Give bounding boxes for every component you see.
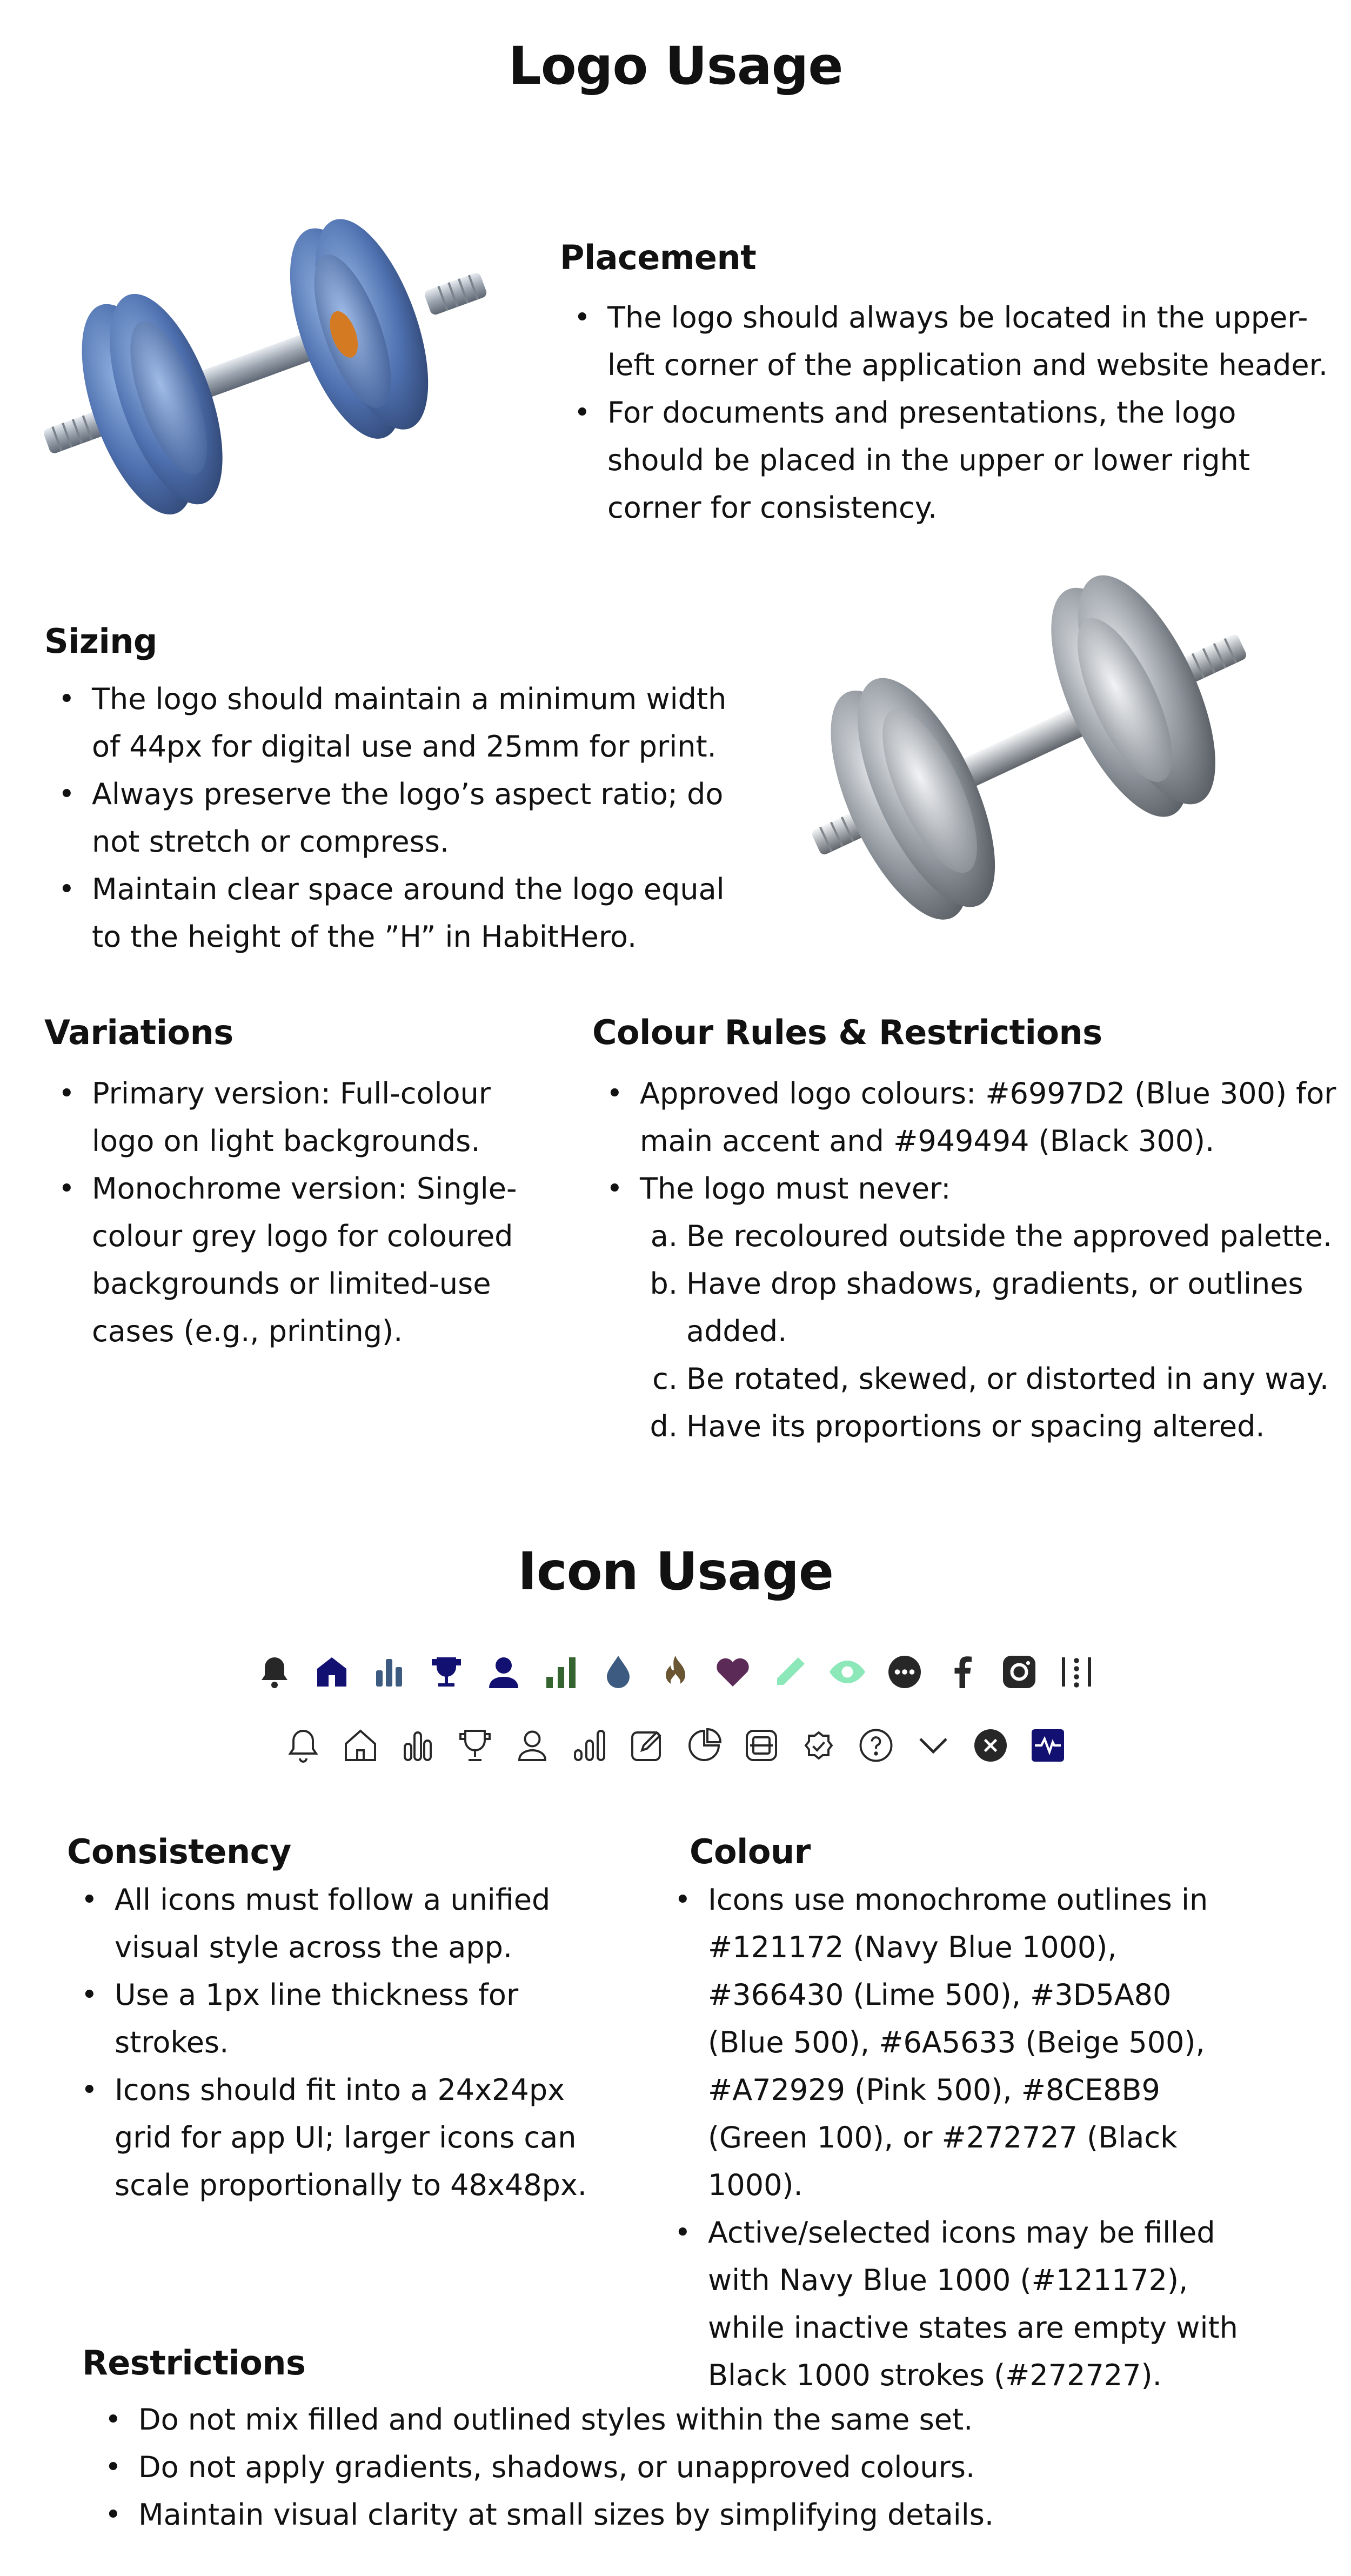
list-item: • Maintain visual clarity at small sizes by simplifying details. (91, 2491, 1226, 2539)
list-item: • Icons use monochrome outlines in #121172 (Navy Blue 1000), #366430 (Lime 500), #3D5A80 (Blue 500), #6A5633 (Beige 500), #A72929 (Pink 500), #8CE8B9 (Green 100), or #272727 (Black 1000). (660, 1876, 1255, 2209)
trophy-outline-icon (456, 1726, 494, 1765)
activity-icon (1028, 1726, 1067, 1765)
variations-list (44, 1070, 547, 1355)
list-item: • Do not apply gradients, shadows, or unapproved colours. (91, 2444, 1226, 2491)
heart-icon (713, 1652, 752, 1691)
home-icon (312, 1652, 351, 1691)
bell-outline-icon (284, 1726, 323, 1765)
list-item: d. Have its proportions or spacing altered. (650, 1409, 1265, 1443)
trophy-icon (427, 1652, 466, 1691)
signal-bars-icon (541, 1652, 580, 1691)
list-item: • Do not mix filled and outlined styles within the same set. (91, 2396, 1226, 2444)
bell-icon (255, 1652, 294, 1691)
scan-outline-icon (742, 1726, 781, 1765)
column-dots-icon (1057, 1652, 1096, 1691)
bar-chart-outline-icon (398, 1726, 437, 1765)
colour-rules-heading: Colour Rules & Restrictions (592, 1013, 1102, 1052)
pie-chart-outline-icon (685, 1726, 724, 1765)
list-item: • Approved logo colours: #6997D2 (Blue 300) for main accent and #949494 (Black 300). (592, 1070, 1338, 1165)
close-circle-icon (971, 1726, 1010, 1765)
list-item: • The logo should always be located in the upper-left corner of the application and website header. (560, 294, 1333, 389)
list-item: • Active/selected icons may be filled with Navy Blue 1000 (#121172), while inactive states are empty with Black 1000 strokes (#272727). (660, 2209, 1255, 2399)
list-item: • Monochrome version: Single-colour grey logo for coloured backgrounds or limited-use cases (e.g., printing). (44, 1165, 547, 1355)
sizing-list (44, 675, 758, 961)
help-circle-outline-icon (857, 1726, 895, 1765)
user-outline-icon (513, 1726, 552, 1765)
colour-heading: Colour (690, 1832, 811, 1871)
variations-heading: Variations (44, 1013, 233, 1052)
drop-icon (599, 1652, 638, 1691)
list-item: • Use a 1px line thickness for strokes. (67, 1971, 607, 2066)
facebook-icon (942, 1652, 981, 1691)
instagram-icon (1000, 1652, 1039, 1691)
list-item: • The logo should maintain a minimum width of 44px for digital use and 25mm for print. (44, 675, 758, 771)
list-item: • Always preserve the logo’s aspect ratio; do not stretch or compress. (44, 771, 758, 866)
edit-outline-icon (627, 1726, 666, 1765)
placement-heading: Placement (560, 238, 757, 277)
sizing-heading: Sizing (44, 621, 157, 661)
list-item: c. Be rotated, skewed, or distorted in any way. (652, 1362, 1329, 1396)
icon-usage-title: Icon Usage (517, 1541, 834, 1602)
consistency-list (67, 1876, 607, 2209)
blue-dumbbell-image (27, 189, 503, 535)
list-item: • All icons must follow a unified visual style across the app. (67, 1876, 607, 1971)
home-outline-icon (341, 1726, 380, 1765)
never-list (640, 1213, 1338, 1450)
chevron-down-icon (914, 1726, 953, 1765)
badge-check-outline-icon (799, 1726, 838, 1765)
list-item: a. Be recoloured outside the approved palette. (650, 1219, 1333, 1253)
user-icon (484, 1652, 523, 1691)
colour-rules-list (592, 1070, 1338, 1450)
outline-icon-row (0, 1726, 1351, 1765)
list-item: b. Have drop shadows, gradients, or outlines added. (650, 1267, 1303, 1348)
silver-dumbbell-image (778, 530, 1275, 940)
placement-list (560, 294, 1333, 532)
list-item: • Icons should fit into a 24x24px grid for app UI; larger icons can scale proportionally to 48x48px. (67, 2066, 607, 2209)
bar-chart-icon (370, 1652, 409, 1691)
colour-list (660, 1876, 1255, 2399)
restrictions-list (91, 2396, 1226, 2539)
flame-icon (656, 1652, 695, 1691)
consistency-heading: Consistency (67, 1832, 291, 1871)
restrictions-heading: Restrictions (82, 2343, 306, 2383)
list-item (592, 1165, 1338, 1450)
pencil-icon (771, 1652, 810, 1691)
never-intro: The logo must never: (640, 1172, 951, 1206)
list-item: • For documents and presentations, the logo should be placed in the upper or lower right corner for consistency. (560, 389, 1333, 532)
filled-icon-row (0, 1652, 1351, 1691)
signal-outline-icon (570, 1726, 609, 1765)
list-item: • Primary version: Full-colour logo on light backgrounds. (44, 1070, 547, 1165)
logo-usage-title: Logo Usage (508, 36, 843, 96)
more-dots-icon (885, 1652, 924, 1691)
list-item: • Maintain clear space around the logo equal to the height of the ”H” in HabitHero. (44, 866, 758, 961)
eye-icon (828, 1652, 867, 1691)
